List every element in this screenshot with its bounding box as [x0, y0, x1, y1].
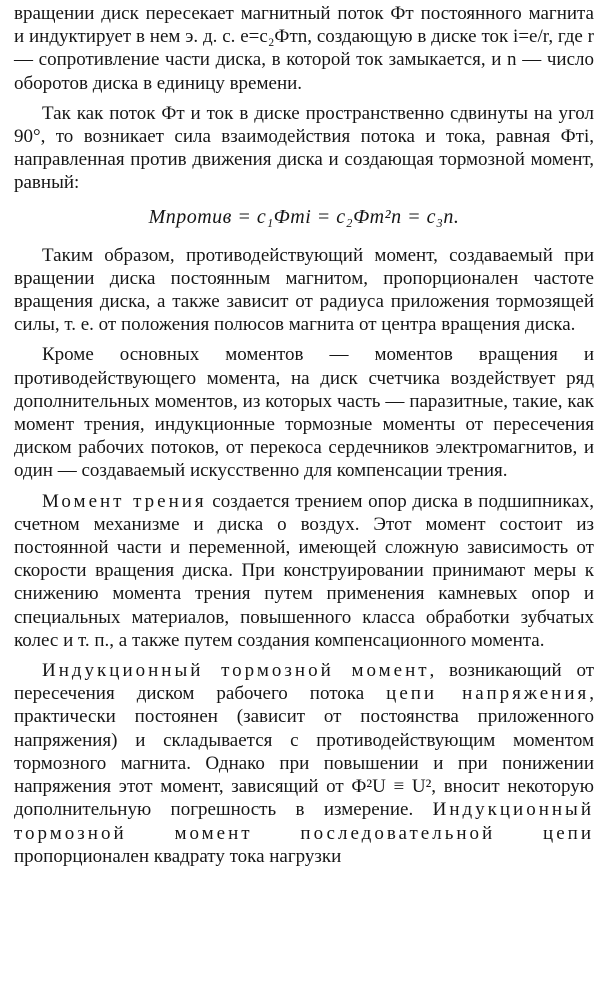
paragraph-force-interaction: Так как поток Фт и ток в диске пространственно сдвинуты на угол 90°, то возникает сила взаимодействия потока и тока, равная Фтi, направленная против движения диска и создающая тормозной момент, равный:: [14, 102, 594, 194]
document-page: [14, 0, 594, 994]
term-series-circuit-moment: Индукционный тормозной момент последовательной цепи: [14, 799, 594, 844]
term-friction-moment: Момент трения: [42, 490, 207, 512]
paragraph-friction-moment: [14, 490, 594, 652]
term-voltage-circuit: цепи напряжения: [386, 683, 590, 705]
paragraph-induction-moment: [14, 659, 594, 868]
counter-torque-formula: Mпротив = c₁Фтi = c₂Фт²n = c₃n.: [148, 205, 460, 228]
paragraph-additional-moments: Кроме основных моментов — моментов вращения и противодействующего момента, на диск счетчика воздействует ряд дополнительных моментов, из которых часть — паразитные, такие, как момент трения, индукционные тормозные моменты от пересечения диском рабочих потоков, от перекоса сердечников электромагнитов, и один — создаваемый искусственно для компенсации трения.: [14, 344, 594, 482]
induction-moment-text-a: , возникающий от пересечения диском рабочего потока: [14, 660, 594, 705]
friction-moment-text: создается трением опор диска в подшипниках, счетном механизме и диска о воздух. Этот момент состоит из постоянной части и переменной, имеющей сложную зависимость от скорости вращения диска. При конструировании принимают меры к снижению момента трения путем применения камневых опор и специальных материалов, повышенного класса обработки зубчатых колес и т. п., а также путем создания компенсационного момента.: [14, 490, 594, 651]
induction-moment-text-b: , практически постоянен (зависит от постоянства приложенного напряжения) и складывается с противодействующим моментом тормозного магнита. Однако при повышении и при понижении напряжения этот момент, зависящий от Ф²U ≡ U², вносит некоторую дополнительную погрешность в измерение.: [14, 683, 594, 821]
term-induction-moment: Индукционный тормозной момент: [42, 660, 430, 682]
paragraph-continuation: вращении диск пересекает магнитный поток Фт постоянного магнита и индуктирует в нем э. д. с. e=c₂Фтn, создающую в диске ток i=e/r, где r — сопротивление части диска, в которой ток замыкается, и n — число оборотов диска в единицу времени.: [14, 3, 594, 94]
induction-moment-text-c: пропорционален квадрату тока нагрузки: [14, 845, 342, 867]
paragraph-counter-torque: Таким образом, противодействующий момент, создаваемый при вращении диска постоянным магнитом, пропорционален частоте вращения диска, а также зависит от радиуса приложения тормозящей силы, т. е. от положения полюсов магнита от центра вращения диска.: [14, 244, 594, 336]
